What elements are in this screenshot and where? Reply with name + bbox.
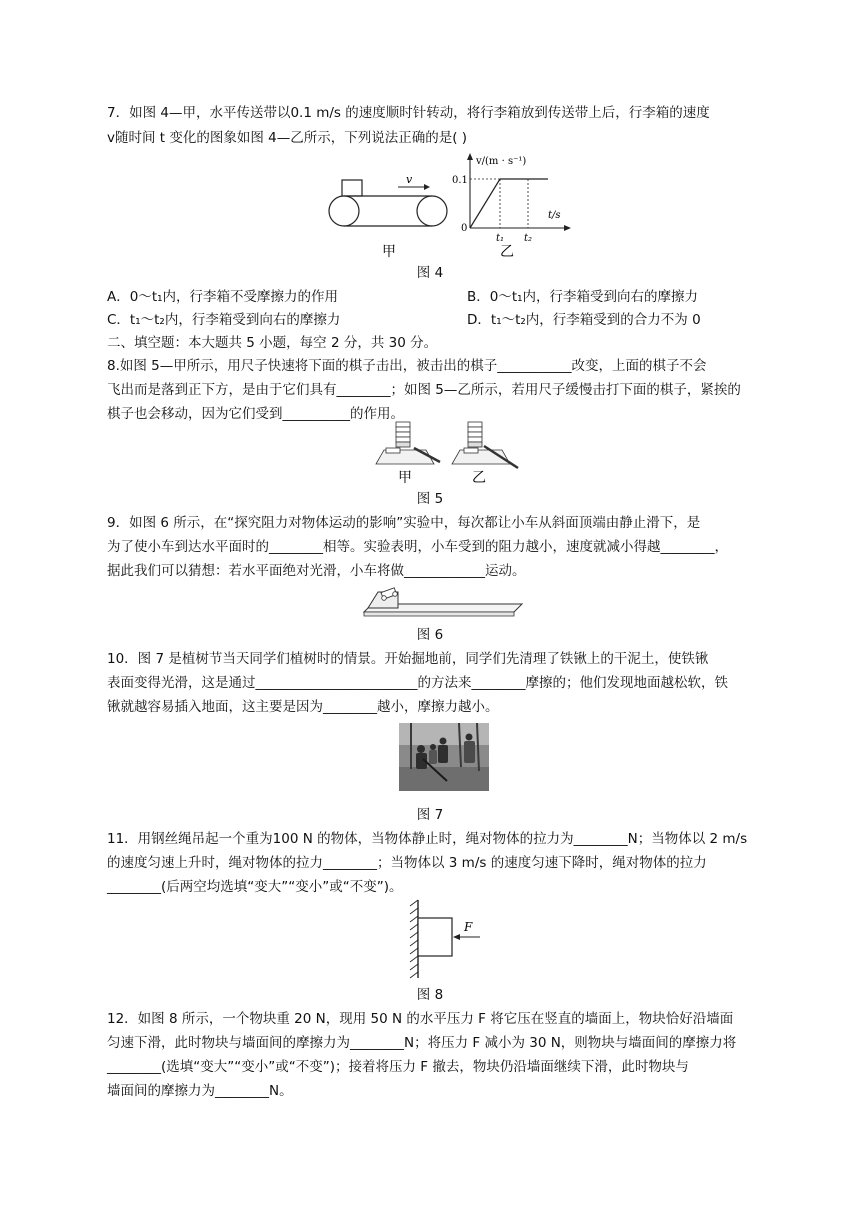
figure-5-chess-stacks: [372, 420, 522, 486]
q8-line-3: 棋子也会移动，因为它们受到__________的作用。: [107, 406, 404, 422]
caption-figure-8: 图 8: [416, 987, 444, 1003]
velocity-arrow-head: [424, 184, 430, 190]
jia-stack: [386, 422, 410, 453]
q7-option-d: D．t₁～t₂内，行李箱受到的合力不为 0: [467, 312, 701, 328]
wall-hatching: [410, 900, 418, 978]
q9-line-3: 据此我们可以猜想：若水平面绝对光滑，小车将做____________运动。: [107, 563, 526, 579]
jia-label: 甲: [382, 244, 396, 260]
q8-line-2: 飞出而是落到正下方，是由于它们具有________；如图 5—乙所示，若用尺子缓慢击打下面的棋子，紧挨的: [107, 382, 741, 398]
q12-line-2: 匀速下滑，此时物块与墙面间的摩擦力为________N；将压力 F 减小为 30 N，则物块与墙面间的摩擦力将: [107, 1035, 737, 1051]
caption-figure-4: 图 4: [416, 265, 444, 281]
luggage-box: [342, 180, 362, 196]
graph-ylabel: v/(m · s⁻¹): [476, 156, 527, 167]
x-axis-arrow: [564, 225, 571, 231]
graph-y-tick: 0.1: [452, 175, 468, 186]
q7-option-a: A．0～t₁内，行李箱不受摩擦力的作用: [107, 289, 339, 305]
block: [418, 918, 452, 956]
q10-line-3: 锹就越容易插入地面，这主要是因为________越小，摩擦力越小。: [107, 699, 499, 715]
figure-4-yi-vt-graph: [448, 150, 578, 260]
y-axis-arrow: [467, 153, 473, 160]
left-roller: [329, 196, 359, 226]
q12-line-3: ________(选填“变大”“变小”或“不变”)；接着将压力 F 撤去，物块仍沿墙面继续下滑，此时物块与: [107, 1059, 689, 1075]
graph-xlabel: t/s: [548, 210, 561, 221]
q9-line-1: 9．如图 6 所示，在“探究阻力对物体运动的影响”实验中，每次都让小车从斜面顶端由静止滑下，是: [107, 515, 701, 531]
figure-6-incline-cart: [362, 586, 524, 622]
section-2-heading: 二、填空题：本大题共 5 小题，每空 2 分，共 30 分。: [107, 335, 438, 351]
q11-line-2: 的速度匀速上升时，绳对物体的拉力________；当物体以 3 m/s 的速度匀速下降时，绳对物体的拉力: [107, 855, 707, 871]
figure-7-tree-planting-photo: [399, 723, 489, 791]
q11-line-1: 11．用钢丝绳吊起一个重为100 N 的物体，当物体静止时，绳对物体的拉力为________N；当物体以 2 m/s: [107, 831, 748, 847]
yi-stack: [464, 422, 482, 453]
q7-line-2: v随时间 t 变化的图象如图 4—乙所示，下列说法正确的是( ): [107, 130, 468, 146]
graph-t1: t₁: [496, 233, 505, 244]
q7-option-b: B．0～t₁内，行李箱受到向右的摩擦力: [467, 289, 699, 305]
figure-4-jia-conveyor: [320, 170, 460, 260]
q11-line-3: ________(后两空均选填“变大”“变小”或“不变”)。: [107, 879, 403, 895]
track-front: [364, 612, 514, 616]
belt-v-label: v: [406, 173, 413, 186]
right-roller: [417, 196, 447, 226]
graph-ramp: [470, 179, 500, 228]
figure-8-block-on-wall: [402, 898, 486, 980]
graph-t2: t₂: [524, 233, 533, 244]
caption-figure-7: 图 7: [416, 807, 444, 823]
q9-line-2: 为了使小车到达水平面时的________相等。实验表明，小车受到的阻力越小，速度就减小得越________，: [107, 539, 728, 555]
caption-figure-6: 图 6: [416, 627, 444, 643]
q12-line-4: 墙面间的摩擦力为________N。: [107, 1083, 293, 1099]
yi-label: 乙: [500, 244, 514, 260]
force-arrow-head: [453, 934, 460, 940]
q7-option-c: C．t₁～t₂内，行李箱受到向右的摩擦力: [107, 312, 341, 328]
q8-line-1: 8.如图 5—甲所示，用尺子快速将下面的棋子击出，被击出的棋子___________改变，上面的棋子不会: [107, 358, 707, 374]
yi-label-5: 乙: [472, 470, 486, 486]
q12-line-1: 12．如图 8 所示，一个物块重 20 N，现用 50 N 的水平压力 F 将它压在竖直的墙面上，物块恰好沿墙面: [107, 1011, 734, 1027]
graph-origin: 0: [461, 223, 468, 234]
force-label: F: [464, 920, 473, 934]
jia-table: [376, 450, 434, 464]
q7-line-1: 7．如图 4—甲，水平传送带以0.1 m/s 的速度顺时针转动，将行李箱放到传送带上后，行李箱的速度: [107, 105, 710, 121]
jia-label-5: 甲: [398, 470, 412, 486]
q10-line-1: 10．图 7 是植树节当天同学们植树时的情景。开始掘地前，同学们先清理了铁锹上的干泥土，使铁锹: [107, 651, 709, 667]
caption-figure-5: 图 5: [416, 491, 444, 507]
q10-line-2: 表面变得光滑，这是通过________________________的方法来________摩擦的；他们发现地面越松软，铁: [107, 675, 728, 691]
